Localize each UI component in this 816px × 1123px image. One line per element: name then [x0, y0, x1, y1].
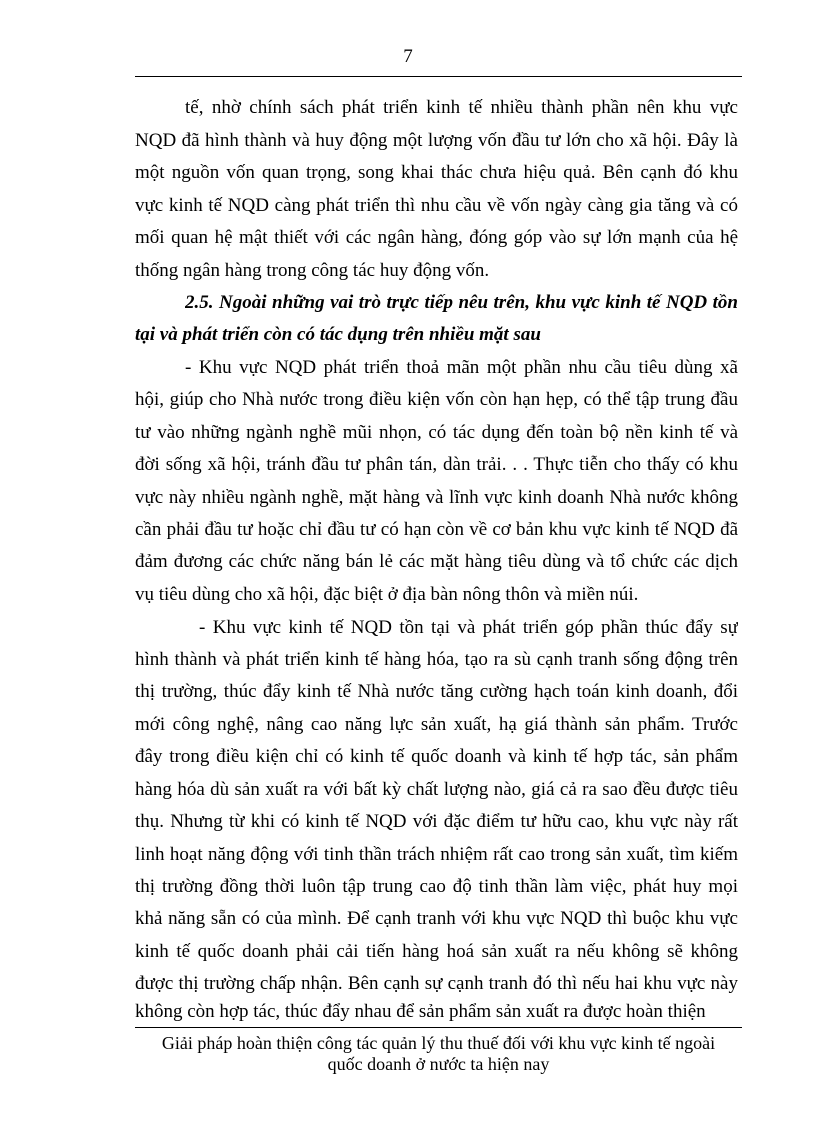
body-line: đời sống xã hội, tránh đầu tư phân tán, dàn trải. . . Thực tiễn cho thấy có khu	[135, 454, 738, 475]
body-line: thụ. Nhưng từ khi có kinh tế NQD với đặc điểm tư hữu cao, khu vực này rất	[135, 811, 738, 832]
body-line: tế, nhờ chính sách phát triển kinh tế nhiều thành phần nên khu vực	[185, 97, 738, 118]
body-line: vực kinh tế NQD càng phát triển thì nhu cầu về vốn ngày càng gia tăng và có	[135, 195, 738, 216]
footer-line-2: quốc doanh ở nước ta hiện nay	[327, 1054, 550, 1074]
page-number: 7	[403, 46, 413, 67]
body-line: - Khu vực kinh tế NQD tồn tại và phát triển góp phần thúc đẩy sự	[199, 617, 738, 638]
body-line: hội, giúp cho Nhà nước trong điều kiện vốn còn hạn hẹp, có thể tập trung đầu	[135, 389, 738, 410]
body-line: hình thành và phát triển kinh tế hàng hóa, tạo ra sù cạnh tranh sống động trên	[135, 649, 738, 670]
header-rule	[135, 76, 742, 77]
body-line: vực này nhiều ngành nghề, mặt hàng và lĩnh vực kinh doanh Nhà nước không	[135, 487, 738, 508]
body-line: thị trường, thúc đẩy kinh tế Nhà nước tăng cường hạch toán kinh doanh, đổi	[135, 681, 738, 702]
body-line: tư vào những ngành nghề mũi nhọn, có tác dụng đến toàn bộ nền kinh tế và	[135, 422, 738, 443]
body-line: đảm đương các chức năng bán lẻ các mặt hàng tiêu dùng và tổ chức các dịch	[135, 551, 738, 572]
body-line: một nguồn vốn quan trọng, song khai thác chưa hiệu quả. Bên cạnh đó khu	[135, 162, 738, 183]
body-line: được thị trường chấp nhận. Bên cạnh sự cạnh tranh đó thì nếu hai khu vực này	[135, 973, 738, 994]
body-line: cần phải đầu tư hoặc chỉ đầu tư có hạn còn về cơ bản khu vực kinh tế NQD đã	[135, 519, 738, 540]
body-line: mới công nghệ, nâng cao năng lực sản xuất, hạ giá thành sản phẩm. Trước	[135, 714, 738, 735]
body-line: kinh tế quốc doanh phải cải tiến hàng hoá sản xuất ra nếu không sẽ không	[135, 941, 738, 962]
body-line: mối quan hệ mật thiết với các ngân hàng, đóng góp vào sự lớn mạnh của hệ	[135, 227, 738, 248]
section-heading-line: tại và phát triển còn có tác dụng trên nhiều mặt sau	[135, 324, 541, 345]
body-line: đây trong điều kiện chỉ có kinh tế quốc doanh và kinh tế hợp tác, sản phẩm	[135, 746, 738, 767]
body-line: thị trường đồng thời luôn tập trung cao độ tinh thần làm việc, phát huy mọi	[135, 876, 738, 897]
body-line: NQD đã hình thành và huy động một lượng vốn đầu tư lớn cho xã hội. Đây là	[135, 130, 738, 151]
body-line: thống ngân hàng trong công tác huy động vốn.	[135, 260, 490, 281]
body-line: khả năng sẵn có của mình. Để cạnh tranh với khu vực NQD thì buộc khu vực	[135, 908, 738, 929]
footer-rule	[135, 1027, 742, 1028]
section-heading-line: 2.5. Ngoài những vai trò trực tiếp nêu trên, khu vực kinh tế NQD tồn	[185, 292, 738, 313]
body-line: - Khu vực NQD phát triển thoả mãn một phần nhu cầu tiêu dùng xã	[185, 357, 738, 378]
body-line: linh hoạt năng động với tinh thần trách nhiệm rất cao trong sản xuất, tìm kiếm	[135, 844, 738, 865]
body-line: vụ tiêu dùng cho xã hội, đặc biệt ở địa bàn nông thôn và miền núi.	[135, 584, 639, 605]
footer-line-1: Giải pháp hoàn thiện công tác quản lý thu thuế đối với khu vực kinh tế ngoài	[161, 1033, 716, 1053]
body-line: hàng hóa dù sản xuất ra với bất kỳ chất lượng nào, giá cả ra sao đều được tiêu	[135, 779, 738, 800]
page-footer	[135, 1033, 742, 1075]
body-line: không còn hợp tác, thúc đẩy nhau để sản phẩm sản xuất ra được hoàn thiện	[135, 1001, 706, 1022]
